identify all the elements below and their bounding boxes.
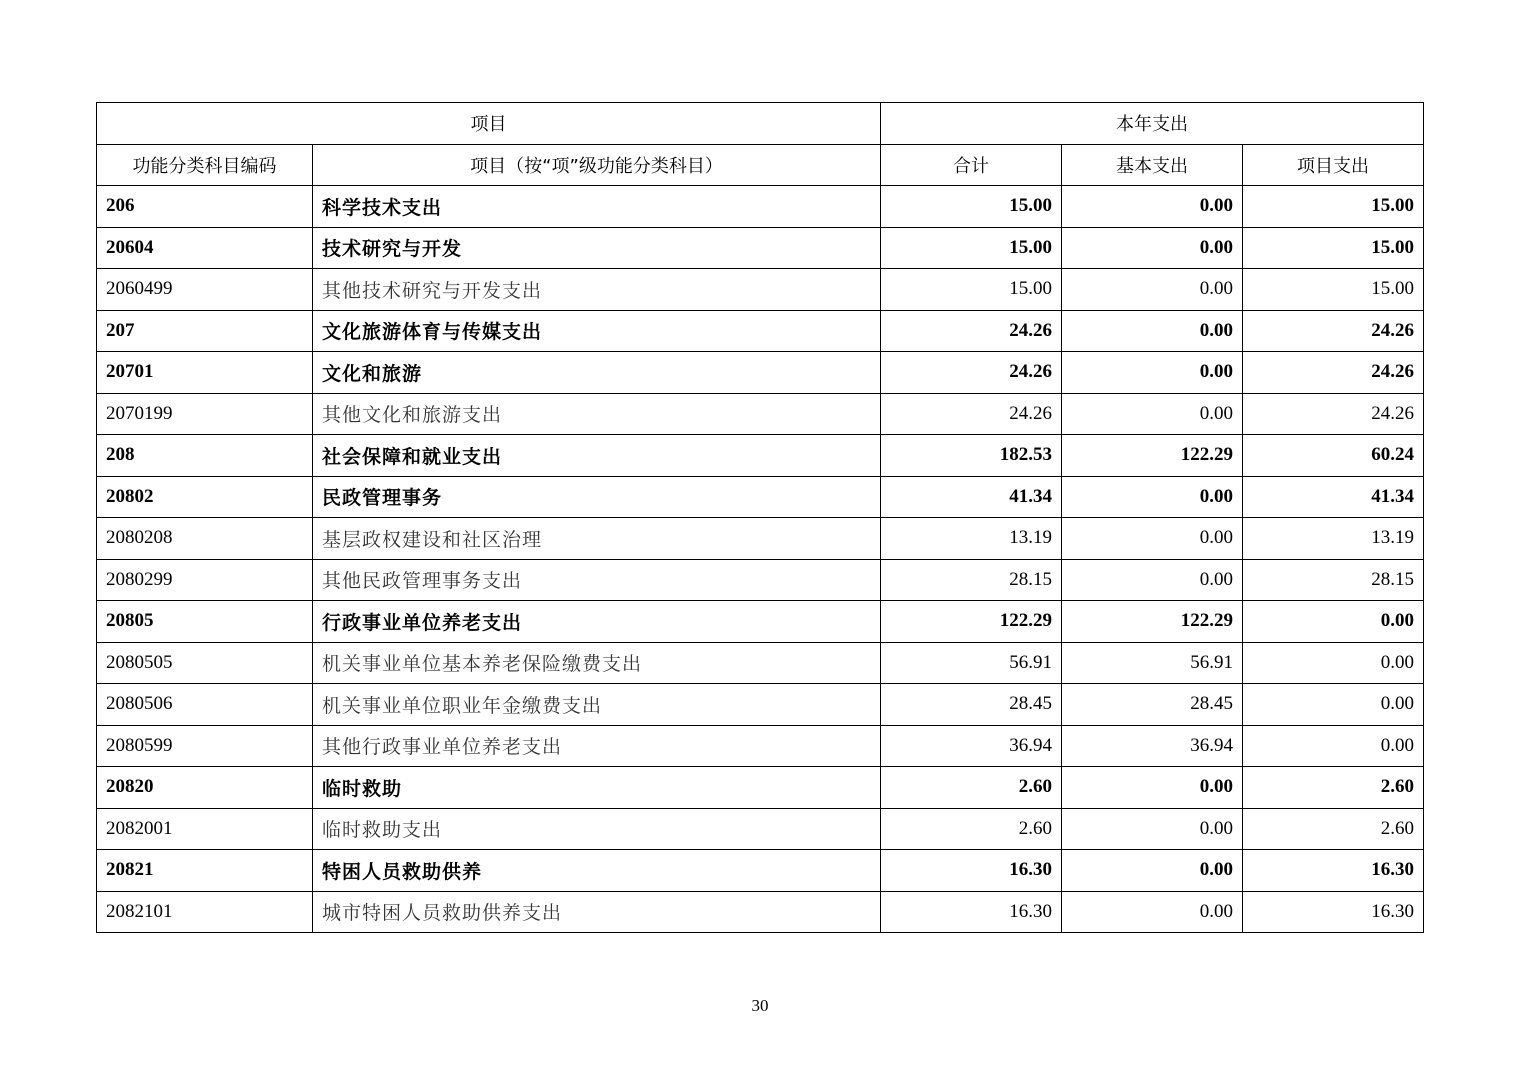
row-name: 特困人员救助供养 xyxy=(313,850,881,892)
row-project: 15.00 xyxy=(1243,186,1424,228)
row-name: 文化和旅游 xyxy=(313,352,881,394)
table-row xyxy=(97,393,1424,435)
table-row xyxy=(97,808,1424,850)
row-total: 16.30 xyxy=(881,891,1062,933)
row-basic: 0.00 xyxy=(1062,269,1243,311)
row-total: 122.29 xyxy=(881,601,1062,643)
row-name: 临时救助 xyxy=(313,767,881,809)
row-total: 41.34 xyxy=(881,476,1062,518)
header-item-group: 项目 xyxy=(97,103,881,145)
page-number: 30 xyxy=(751,996,769,1015)
table-row xyxy=(97,559,1424,601)
header-row-columns xyxy=(97,144,1424,186)
row-code: 2082101 xyxy=(97,891,313,933)
table-row xyxy=(97,767,1424,809)
row-basic: 0.00 xyxy=(1062,352,1243,394)
row-project: 24.26 xyxy=(1243,352,1424,394)
expenditure-table xyxy=(96,102,1424,933)
header-basic: 基本支出 xyxy=(1062,144,1243,186)
header-project: 项目支出 xyxy=(1243,144,1424,186)
row-name: 其他民政管理事务支出 xyxy=(313,559,881,601)
row-code: 2082001 xyxy=(97,808,313,850)
row-name: 其他文化和旅游支出 xyxy=(313,393,881,435)
header-row-group xyxy=(97,103,1424,145)
row-basic: 0.00 xyxy=(1062,227,1243,269)
table-row xyxy=(97,725,1424,767)
row-name: 技术研究与开发 xyxy=(313,227,881,269)
row-total: 16.30 xyxy=(881,850,1062,892)
row-code: 2070199 xyxy=(97,393,313,435)
row-name: 其他行政事业单位养老支出 xyxy=(313,725,881,767)
row-total: 13.19 xyxy=(881,518,1062,560)
row-project: 16.30 xyxy=(1243,850,1424,892)
row-total: 2.60 xyxy=(881,767,1062,809)
row-code: 20820 xyxy=(97,767,313,809)
row-basic: 0.00 xyxy=(1062,186,1243,228)
table-row xyxy=(97,518,1424,560)
table-row xyxy=(97,352,1424,394)
row-basic: 0.00 xyxy=(1062,891,1243,933)
row-name: 城市特困人员救助供养支出 xyxy=(313,891,881,933)
header-current-year-group: 本年支出 xyxy=(881,103,1424,145)
row-code: 20802 xyxy=(97,476,313,518)
row-name: 科学技术支出 xyxy=(313,186,881,228)
row-total: 36.94 xyxy=(881,725,1062,767)
table-row xyxy=(97,891,1424,933)
header-code: 功能分类科目编码 xyxy=(97,144,313,186)
row-project: 15.00 xyxy=(1243,227,1424,269)
row-project: 41.34 xyxy=(1243,476,1424,518)
table-row xyxy=(97,601,1424,643)
row-name: 文化旅游体育与传媒支出 xyxy=(313,310,881,352)
row-name: 社会保障和就业支出 xyxy=(313,435,881,477)
row-basic: 36.94 xyxy=(1062,725,1243,767)
row-total: 15.00 xyxy=(881,269,1062,311)
row-project: 15.00 xyxy=(1243,269,1424,311)
row-name: 临时救助支出 xyxy=(313,808,881,850)
row-code: 2080506 xyxy=(97,684,313,726)
row-total: 15.00 xyxy=(881,186,1062,228)
row-code: 20805 xyxy=(97,601,313,643)
row-code: 2060499 xyxy=(97,269,313,311)
row-project: 2.60 xyxy=(1243,767,1424,809)
row-name: 机关事业单位基本养老保险缴费支出 xyxy=(313,642,881,684)
row-code: 20604 xyxy=(97,227,313,269)
row-basic: 0.00 xyxy=(1062,393,1243,435)
table-row xyxy=(97,435,1424,477)
table-row xyxy=(97,269,1424,311)
row-total: 56.91 xyxy=(881,642,1062,684)
row-name: 行政事业单位养老支出 xyxy=(313,601,881,643)
row-project: 0.00 xyxy=(1243,642,1424,684)
row-code: 2080505 xyxy=(97,642,313,684)
row-code: 2080299 xyxy=(97,559,313,601)
row-basic: 0.00 xyxy=(1062,767,1243,809)
row-name: 其他技术研究与开发支出 xyxy=(313,269,881,311)
table-row xyxy=(97,850,1424,892)
row-code: 2080599 xyxy=(97,725,313,767)
row-total: 24.26 xyxy=(881,310,1062,352)
row-name: 机关事业单位职业年金缴费支出 xyxy=(313,684,881,726)
table-row xyxy=(97,186,1424,228)
table-row xyxy=(97,476,1424,518)
row-code: 20821 xyxy=(97,850,313,892)
table-row xyxy=(97,684,1424,726)
row-total: 15.00 xyxy=(881,227,1062,269)
row-total: 28.45 xyxy=(881,684,1062,726)
row-basic: 56.91 xyxy=(1062,642,1243,684)
row-project: 0.00 xyxy=(1243,725,1424,767)
row-basic: 0.00 xyxy=(1062,559,1243,601)
row-basic: 0.00 xyxy=(1062,476,1243,518)
row-code: 207 xyxy=(97,310,313,352)
row-project: 28.15 xyxy=(1243,559,1424,601)
row-name: 民政管理事务 xyxy=(313,476,881,518)
row-project: 16.30 xyxy=(1243,891,1424,933)
table-row xyxy=(97,310,1424,352)
row-total: 24.26 xyxy=(881,352,1062,394)
row-basic: 122.29 xyxy=(1062,601,1243,643)
row-project: 24.26 xyxy=(1243,310,1424,352)
row-basic: 0.00 xyxy=(1062,808,1243,850)
row-project: 60.24 xyxy=(1243,435,1424,477)
row-basic: 0.00 xyxy=(1062,310,1243,352)
row-project: 13.19 xyxy=(1243,518,1424,560)
row-total: 182.53 xyxy=(881,435,1062,477)
row-code: 20701 xyxy=(97,352,313,394)
table-row xyxy=(97,227,1424,269)
row-basic: 0.00 xyxy=(1062,850,1243,892)
row-basic: 28.45 xyxy=(1062,684,1243,726)
row-project: 0.00 xyxy=(1243,684,1424,726)
row-total: 28.15 xyxy=(881,559,1062,601)
row-code: 206 xyxy=(97,186,313,228)
header-name: 项目（按“项”级功能分类科目） xyxy=(313,144,881,186)
row-code: 208 xyxy=(97,435,313,477)
row-code: 2080208 xyxy=(97,518,313,560)
row-basic: 122.29 xyxy=(1062,435,1243,477)
row-project: 24.26 xyxy=(1243,393,1424,435)
table-row xyxy=(97,642,1424,684)
row-total: 24.26 xyxy=(881,393,1062,435)
row-total: 2.60 xyxy=(881,808,1062,850)
row-basic: 0.00 xyxy=(1062,518,1243,560)
row-project: 2.60 xyxy=(1243,808,1424,850)
row-project: 0.00 xyxy=(1243,601,1424,643)
row-name: 基层政权建设和社区治理 xyxy=(313,518,881,560)
header-total: 合计 xyxy=(881,144,1062,186)
